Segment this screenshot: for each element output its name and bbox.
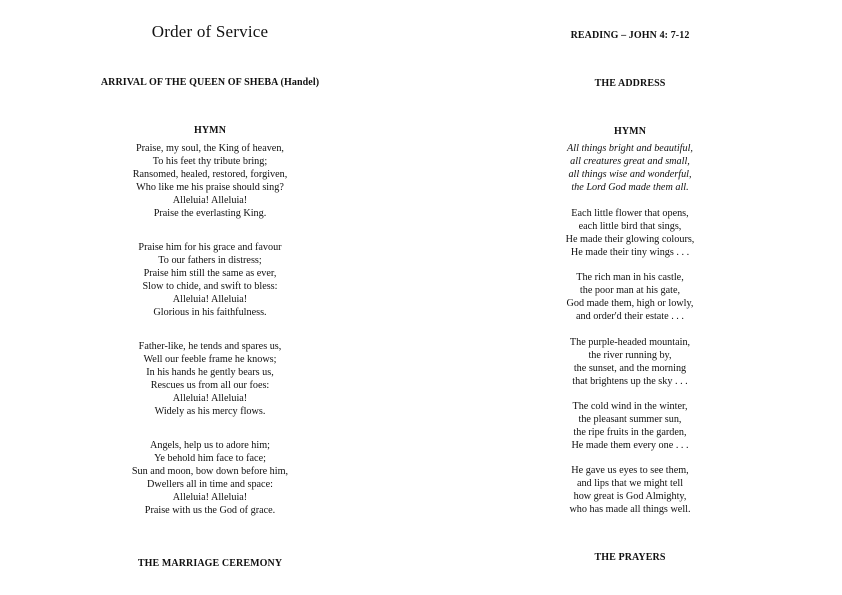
- hymn-line: Dwellers all in time and space:: [147, 478, 273, 490]
- hymn-line: Alleluia! Alleluia!: [172, 491, 248, 503]
- hymn-line: each little bird that sings,: [578, 220, 682, 232]
- hymn-line: and lips that we might tell: [576, 477, 684, 489]
- hymn-line: To his feet thy tribute bring;: [152, 155, 268, 167]
- hymn-line: Praise with us the God of grace.: [144, 504, 276, 516]
- hymn-line: Each little flower that opens,: [571, 208, 689, 219]
- hymn-line: He made them every one . . .: [571, 439, 689, 451]
- hymn-stanza: [60, 341, 360, 418]
- hymn-heading: HYMN: [613, 126, 647, 137]
- hymn-line: Angels, help us to adore him;: [150, 440, 270, 451]
- hymn-line: He made their tiny wings . . .: [570, 246, 690, 258]
- hymn-line: The cold wind in the winter,: [572, 401, 688, 412]
- hymn-line: Alleluia! Alleluia!: [172, 293, 248, 305]
- hymn-line: Praise the everlasting King.: [153, 207, 267, 219]
- hymn-line: God made them, high or lowly,: [566, 297, 694, 309]
- hymn-line: He made their glowing colours,: [565, 233, 695, 245]
- hymn-stanza: [60, 440, 360, 517]
- hymn-line: Ransomed, healed, restored, forgiven,: [132, 168, 288, 180]
- hymn-line: who has made all things well.: [569, 503, 691, 515]
- hymn-line: Glorious in his faithfulness.: [153, 306, 267, 318]
- hymn-line: All things bright and beautiful,: [567, 143, 693, 154]
- hymn-line: Slow to chide, and swift to bless:: [142, 280, 278, 292]
- hymn-stanza: [480, 465, 780, 517]
- hymn-chorus: [480, 143, 780, 195]
- hymn-line: Ye behold him face to face;: [154, 452, 266, 464]
- hymn-stanza: [480, 401, 780, 453]
- address-heading: THE ADDRESS: [594, 78, 666, 89]
- ceremony-heading: THE MARRIAGE CEREMONY: [137, 558, 283, 569]
- hymn-line: He gave us eyes to see them,: [571, 465, 689, 476]
- hymn-line: Widely as his mercy flows.: [154, 405, 266, 417]
- hymn-line: Praise him still the same as ever,: [143, 267, 277, 279]
- hymn-line: that brightens up the sky . . .: [572, 375, 688, 387]
- hymn-stanza: [480, 337, 780, 389]
- hymn-line: Father-like, he tends and spares us,: [138, 341, 282, 352]
- hymn-line: Well our feeble frame he knows;: [143, 353, 277, 365]
- hymn-line: how great is God Almighty,: [573, 490, 687, 502]
- hymn-line: the river running by,: [588, 349, 672, 361]
- hymn-line: the Lord God made them all.: [571, 181, 689, 193]
- hymn-stanza: [480, 272, 780, 324]
- hymn-stanza: [480, 208, 780, 260]
- hymn-stanza: [60, 242, 360, 319]
- hymn-line: the ripe fruits in the garden,: [573, 426, 687, 438]
- hymn-line: The purple-headed mountain,: [569, 337, 691, 348]
- hymn-line: Sun and moon, bow down before him,: [131, 465, 289, 477]
- hymn-line: the poor man at his gate,: [579, 284, 681, 296]
- hymn-heading: HYMN: [193, 125, 227, 136]
- hymn-line: and order'd their estate . . .: [576, 310, 684, 322]
- hymn-line: Praise, my soul, the King of heaven,: [136, 143, 284, 154]
- reading-heading: READING – JOHN 4: 7-12: [570, 30, 690, 41]
- hymn-line: Rescues us from all our foes:: [150, 379, 270, 391]
- hymn-line: the sunset, and the morning: [573, 362, 687, 374]
- hymn-line: Alleluia! Alleluia!: [172, 194, 248, 206]
- hymn-stanza: [60, 143, 360, 220]
- hymn-line: all creatures great and small,: [570, 155, 690, 167]
- hymn-line: Alleluia! Alleluia!: [172, 392, 248, 404]
- hymn-line: the pleasant summer sun,: [578, 413, 682, 425]
- hymn-line: The rich man in his castle,: [576, 272, 684, 283]
- arrival-heading: ARRIVAL OF THE QUEEN OF SHEBA (Handel): [100, 77, 320, 88]
- page-title: Order of Service: [151, 22, 269, 41]
- hymn-line: Who like me his praise should sing?: [136, 181, 284, 193]
- hymn-line: Praise him for his grace and favour: [138, 242, 282, 253]
- prayers-heading: THE PRAYERS: [594, 552, 666, 563]
- hymn-line: To our fathers in distress;: [158, 254, 262, 266]
- hymn-line: all things wise and wonderful,: [568, 168, 692, 180]
- hymn-line: In his hands he gently bears us,: [146, 366, 274, 378]
